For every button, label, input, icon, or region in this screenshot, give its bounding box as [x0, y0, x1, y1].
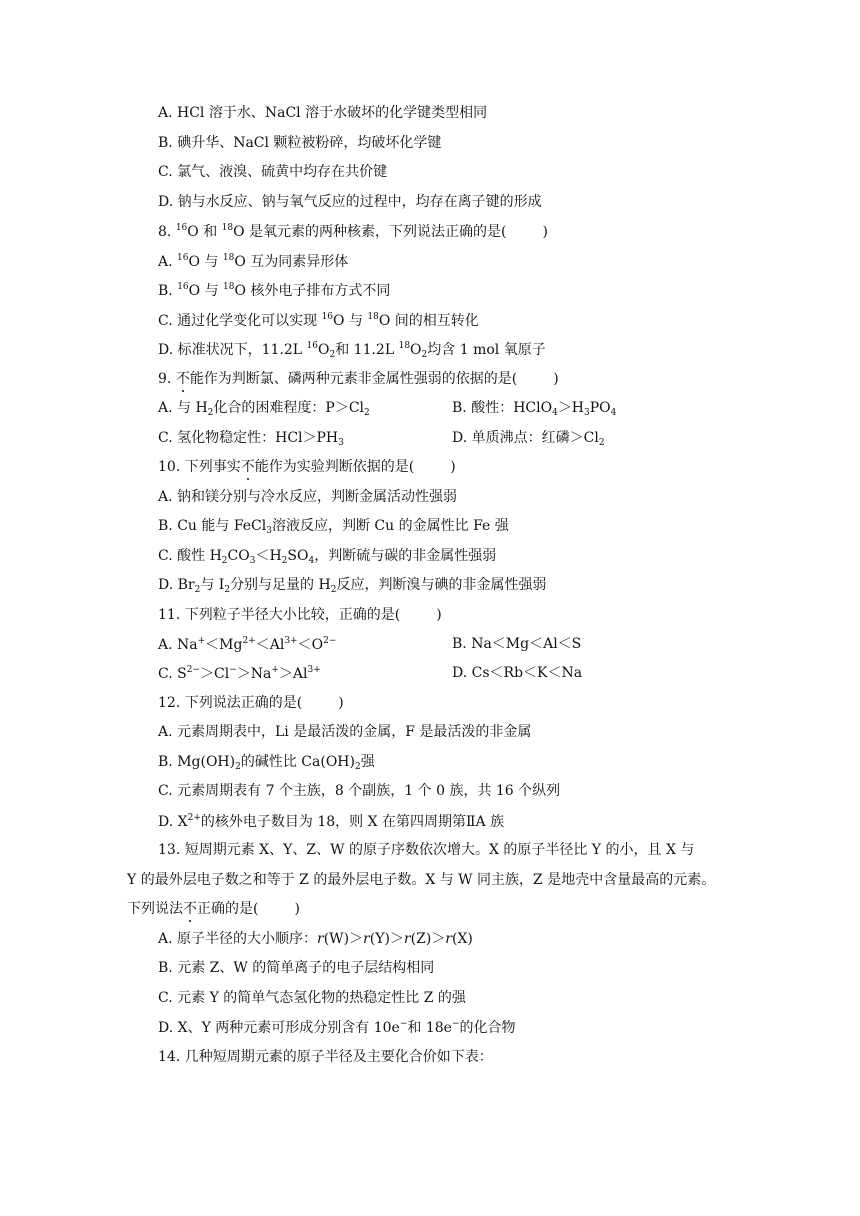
q12-stem: 12. 下列说法正确的是( ) — [158, 695, 344, 711]
q13-stem-line-2: Y 的最外层电子数之和等于 Z 的最外层电子数。X 与 W 同主族，Z 是地壳中含量最高的元素。 — [127, 872, 716, 888]
q11-option-c: C. $S^{2-}>Cl^->Na^+>Al^{3+}$ — [158, 665, 321, 682]
q12-option-a: A. 元素周期表中，Li 是最活泼的金属，F 是最活泼的非金属 — [158, 724, 532, 740]
q9-option-c: C. 氢化物稳定性：$HCl>PH_3$ — [158, 430, 344, 448]
q12-option-b: B. $Mg(OH)_2$的碱性比 $Ca(OH)_2$强 — [158, 754, 375, 772]
q11-stem: 11. 下列粒子半径大小比较，正确的是( ) — [158, 607, 442, 623]
q9-option-b: B. 酸性：$HClO_4>H_3PO_4$ — [452, 400, 617, 418]
q8-option-d: D. 标准状况下，11.2L $^{16}O_2$和 11.2L $^{18}O_2$均含 1 mol 氧原子 — [158, 341, 546, 360]
q11-option-a: A. $Na^+<Mg^{2+}<Al^{3+}<O^{2-}$ — [158, 636, 337, 653]
q13-option-a: A. 原子半径的大小顺序：r(W)＞r(Y)＞r(Z)＞r(X) — [158, 931, 473, 947]
q13-stem-line-3: 下列说法不正确的是( ) — [127, 901, 300, 917]
q13-option-c: C. 元素 Y 的简单气态氢化物的热稳定性比 Z 的强 — [158, 990, 466, 1006]
q7-option-a: A. HCl 溶于水、NaCl 溶于水破坏的化学键类型相同 — [158, 105, 488, 121]
q9-option-d: D. 单质沸点：红磷$>Cl_2$ — [452, 430, 605, 448]
q10-stem: 10. 下列事实不能作为实验判断依据的是( ) — [158, 459, 456, 475]
q14-stem: 14. 几种短周期元素的原子半径及主要化合价如下表： — [158, 1049, 493, 1065]
q9-option-a: A. 与 $H_2$化合的困难程度：$P>Cl_2$ — [158, 400, 370, 418]
q7-option-c: C. 氯气、液溴、硫黄中均存在共价键 — [158, 164, 388, 180]
q8-stem: 8. $^{16}$O 和 $^{18}$O 是氧元素的两种核素，下列说法正确的是( ) — [158, 223, 548, 240]
q12-option-d: D. $X^{2+}$的核外电子数目为 18，则 X 在第四周期第ⅡA 族 — [158, 813, 505, 830]
q10-option-c: C. 酸性 $H_2CO_3<H_2SO_4$，判断硫与碳的非金属性强弱 — [158, 548, 497, 566]
q13-option-d: D. X、Y 两种元素可形成分别含有 10e−和 18e−的化合物 — [158, 1019, 516, 1036]
q12-option-c: C. 元素周期表有 7 个主族，8 个副族，1 个 0 族，共 16 个纵列 — [158, 783, 561, 799]
q13-stem-line-1: 13. 短周期元素 X、Y、Z、W 的原子序数依次增大。X 的原子半径比 Y 的小，且 X 与 — [158, 842, 695, 858]
q10-option-a: A. 钠和镁分别与冷水反应，判断金属活动性强弱 — [158, 489, 458, 505]
q7-option-b: B. 碘升华、NaCl 颗粒被粉碎，均破坏化学键 — [158, 135, 442, 151]
q9-stem: 9. 不能作为判断氯、磷两种元素非金属性强弱的依据的是( ) — [158, 371, 559, 387]
q10-option-b: B. Cu 能与 FeCl$_3$溶液反应，判断 Cu 的金属性比 Fe 强 — [158, 518, 509, 536]
q11-option-b: B. Na＜Mg＜Al＜S — [452, 636, 582, 652]
q10-option-d: D. $Br_2$与 $I_2$分别与足量的 $H_2$反应，判断溴与碘的非金属性强弱 — [158, 577, 547, 595]
q8-option-c: C. 通过化学变化可以实现 $^{16}$O 与 $^{18}$O 间的相互转化 — [158, 312, 479, 329]
q8-option-b: B. $^{16}$O 与 $^{18}$O 核外电子排布方式不同 — [158, 282, 391, 299]
q13-option-b: B. 元素 Z、W 的简单离子的电子层结构相同 — [158, 960, 435, 976]
q7-option-d: D. 钠与水反应、钠与氧气反应的过程中，均存在离子键的形成 — [158, 194, 542, 210]
q11-option-d: D. Cs＜Rb＜K＜Na — [452, 665, 583, 681]
q8-option-a: A. $^{16}$O 与 $^{18}$O 互为同素异形体 — [158, 253, 349, 270]
